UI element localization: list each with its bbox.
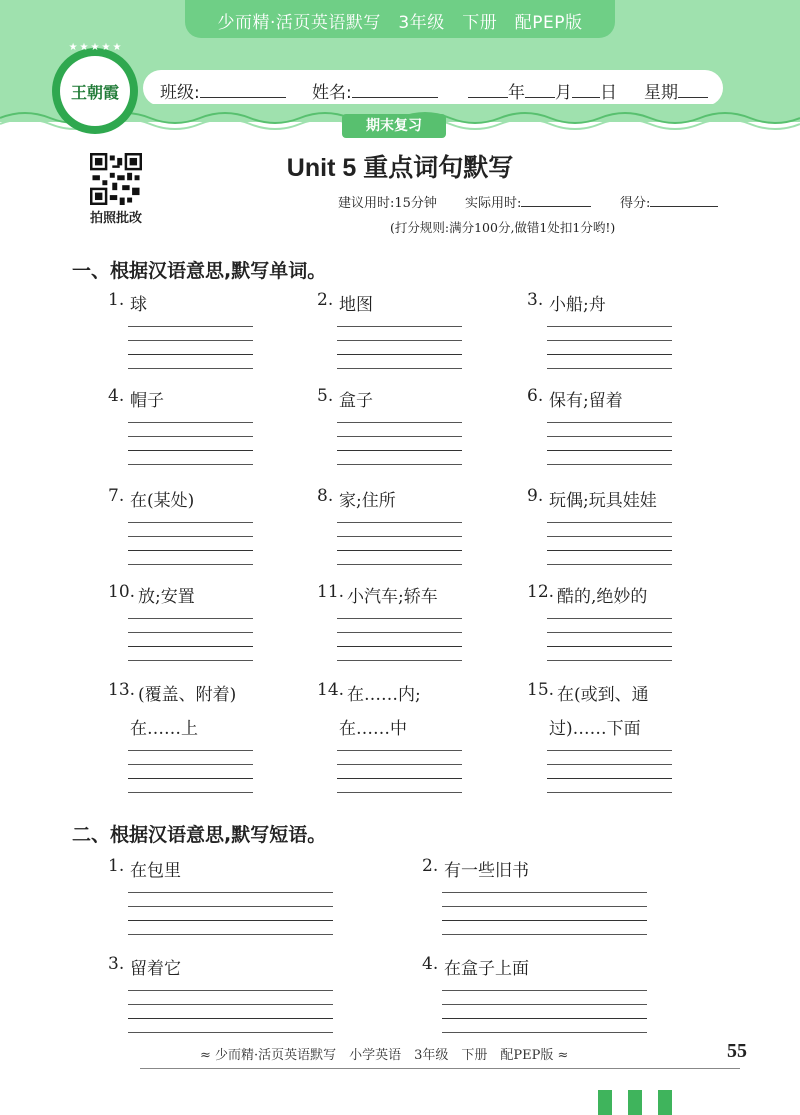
- writing-line[interactable]: [128, 660, 253, 661]
- word-question: 在(或到、通: [557, 685, 649, 705]
- writing-line[interactable]: [442, 906, 647, 907]
- question-number: 1.: [108, 290, 125, 310]
- question-number: 9.: [527, 486, 544, 506]
- writing-line[interactable]: [128, 764, 253, 765]
- date-field[interactable]: [468, 78, 617, 103]
- writing-line[interactable]: [128, 436, 253, 437]
- writing-line[interactable]: [337, 340, 462, 341]
- question-number: 4.: [422, 954, 439, 974]
- writing-line[interactable]: [547, 778, 672, 779]
- writing-line[interactable]: [547, 340, 672, 341]
- writing-line[interactable]: [337, 464, 462, 465]
- writing-line[interactable]: [337, 550, 462, 551]
- writing-line[interactable]: [128, 892, 333, 893]
- phrase-question: 留着它: [130, 959, 181, 979]
- day-blank[interactable]: [572, 81, 600, 98]
- year-blank[interactable]: [468, 81, 508, 98]
- writing-line[interactable]: [337, 764, 462, 765]
- writing-line[interactable]: [337, 536, 462, 537]
- qr-code-icon[interactable]: [90, 153, 142, 205]
- class-field[interactable]: [160, 78, 286, 103]
- word-question: 家;住所: [339, 491, 396, 511]
- decor-bar: [598, 1090, 612, 1115]
- score-label: 得分:: [620, 196, 651, 211]
- writing-line[interactable]: [128, 1004, 333, 1005]
- scoring-rule: (打分规则:满分100分,做错1处扣1分哟!): [390, 220, 616, 235]
- writing-line[interactable]: [128, 750, 253, 751]
- question-number: 10.: [108, 582, 136, 602]
- word-question: 盒子: [339, 391, 373, 411]
- question-number: 2.: [422, 856, 439, 876]
- writing-line[interactable]: [547, 646, 672, 647]
- class-blank[interactable]: [200, 81, 286, 98]
- word-question: 地图: [339, 295, 373, 315]
- writing-line[interactable]: [442, 892, 647, 893]
- score-field[interactable]: [620, 192, 718, 211]
- writing-line[interactable]: [128, 422, 253, 423]
- decor-bar: [658, 1090, 672, 1115]
- word-question: 放;安置: [138, 587, 195, 607]
- suggested-time: 建议用时:15分钟: [338, 196, 437, 211]
- word-question: 小船;舟: [549, 295, 606, 315]
- question-number: 3.: [527, 290, 544, 310]
- word-question-line2: 在……上: [130, 719, 198, 739]
- question-number: 4.: [108, 386, 125, 406]
- weekday-field[interactable]: [644, 78, 708, 103]
- writing-line[interactable]: [547, 368, 672, 369]
- writing-line[interactable]: [547, 792, 672, 793]
- weekday-blank[interactable]: [678, 81, 708, 98]
- writing-line[interactable]: [547, 764, 672, 765]
- question-number: 8.: [317, 486, 334, 506]
- actual-time-field[interactable]: [465, 192, 591, 211]
- word-question-line2: 在……中: [339, 719, 407, 739]
- writing-line[interactable]: [337, 422, 462, 423]
- writing-line[interactable]: [128, 906, 333, 907]
- brand-logo-text: 王朝霞: [70, 83, 119, 102]
- brand-logo-inner: [60, 56, 130, 126]
- writing-line[interactable]: [547, 436, 672, 437]
- name-field[interactable]: [312, 78, 438, 103]
- writing-line[interactable]: [128, 990, 333, 991]
- writing-line[interactable]: [547, 536, 672, 537]
- writing-line[interactable]: [128, 618, 253, 619]
- writing-line[interactable]: [547, 550, 672, 551]
- writing-line[interactable]: [442, 1018, 647, 1019]
- word-question: 球: [130, 295, 147, 315]
- writing-line[interactable]: [128, 632, 253, 633]
- writing-line[interactable]: [128, 1018, 333, 1019]
- writing-line[interactable]: [128, 326, 253, 327]
- question-number: 6.: [527, 386, 544, 406]
- writing-line[interactable]: [337, 632, 462, 633]
- review-tag: 期末复习: [342, 114, 446, 138]
- writing-line[interactable]: [547, 618, 672, 619]
- writing-line[interactable]: [337, 750, 462, 751]
- writing-line[interactable]: [547, 660, 672, 661]
- decor-bar: [628, 1090, 642, 1115]
- writing-line[interactable]: [547, 750, 672, 751]
- page-title: Unit 5 重点词句默写: [286, 154, 514, 182]
- question-number: 11.: [317, 582, 345, 602]
- writing-line[interactable]: [547, 326, 672, 327]
- year-label: 年: [508, 83, 525, 103]
- writing-line[interactable]: [337, 792, 462, 793]
- writing-line[interactable]: [547, 632, 672, 633]
- writing-line[interactable]: [442, 990, 647, 991]
- score-blank[interactable]: [650, 194, 718, 207]
- word-question: 酷的,绝妙的: [557, 587, 648, 607]
- phrase-question: 在包里: [130, 861, 181, 881]
- word-question: (覆盖、附着): [138, 685, 237, 705]
- writing-line[interactable]: [128, 646, 253, 647]
- actual-time-blank[interactable]: [521, 194, 591, 207]
- class-label: 班级:: [160, 83, 200, 103]
- question-number: 2.: [317, 290, 334, 310]
- word-question: 在(某处): [130, 491, 195, 511]
- writing-line[interactable]: [337, 618, 462, 619]
- writing-line[interactable]: [442, 1004, 647, 1005]
- qr-label: 拍照批改: [89, 211, 142, 226]
- writing-line[interactable]: [337, 368, 462, 369]
- writing-line[interactable]: [128, 778, 253, 779]
- logo-stars-icon: ★★★★★: [68, 42, 124, 53]
- writing-line[interactable]: [128, 368, 253, 369]
- question-number: 15.: [527, 680, 555, 700]
- name-label: 姓名:: [312, 83, 352, 103]
- writing-line[interactable]: [337, 450, 462, 451]
- question-number: 13.: [108, 680, 136, 700]
- writing-line[interactable]: [337, 778, 462, 779]
- writing-line[interactable]: [442, 920, 647, 921]
- writing-line[interactable]: [547, 564, 672, 565]
- word-question: 玩偶;玩具娃娃: [549, 491, 657, 511]
- writing-line[interactable]: [128, 464, 253, 465]
- question-number: 5.: [317, 386, 334, 406]
- writing-line[interactable]: [128, 522, 253, 523]
- phrase-question: 在盒子上面: [444, 959, 529, 979]
- footer-text: ≈ 少而精·活页英语默写 小学英语 3年级 下册 配PEP版 ≈: [200, 1048, 569, 1063]
- writing-line[interactable]: [547, 464, 672, 465]
- series-title: 少而精·活页英语默写 3年级 下册 配PEP版: [217, 13, 583, 33]
- writing-line[interactable]: [128, 340, 253, 341]
- writing-line[interactable]: [442, 934, 647, 935]
- word-question: 保有;留着: [549, 391, 623, 411]
- writing-line[interactable]: [547, 522, 672, 523]
- section-2-heading: 二、根据汉语意思,默写短语。: [72, 824, 327, 846]
- question-number: 12.: [527, 582, 555, 602]
- writing-line[interactable]: [547, 450, 672, 451]
- weekday-label: 星期: [644, 83, 678, 103]
- writing-line[interactable]: [337, 660, 462, 661]
- writing-line[interactable]: [337, 522, 462, 523]
- page-number: 55: [727, 1040, 747, 1062]
- question-number: 7.: [108, 486, 125, 506]
- writing-line[interactable]: [128, 450, 253, 451]
- phrase-question: 有一些旧书: [444, 861, 529, 881]
- writing-line[interactable]: [128, 550, 253, 551]
- word-question: 在……内;: [347, 685, 421, 705]
- writing-line[interactable]: [547, 422, 672, 423]
- writing-line[interactable]: [128, 536, 253, 537]
- writing-line[interactable]: [337, 436, 462, 437]
- day-label: 日: [600, 83, 617, 103]
- actual-time-label: 实际用时:: [465, 196, 522, 211]
- word-question: 小汽车;轿车: [347, 587, 438, 607]
- writing-line[interactable]: [128, 792, 253, 793]
- writing-line[interactable]: [442, 1032, 647, 1033]
- writing-line[interactable]: [128, 934, 333, 935]
- word-question-line2: 过)……下面: [549, 719, 641, 739]
- month-blank[interactable]: [525, 81, 555, 98]
- footer-rule: [140, 1068, 740, 1069]
- question-number: 14.: [317, 680, 345, 700]
- writing-line[interactable]: [337, 564, 462, 565]
- writing-line[interactable]: [337, 354, 462, 355]
- writing-line[interactable]: [128, 564, 253, 565]
- question-number: 1.: [108, 856, 125, 876]
- section-1-heading: 一、根据汉语意思,默写单词。: [72, 260, 327, 282]
- writing-line[interactable]: [128, 920, 333, 921]
- question-number: 3.: [108, 954, 125, 974]
- name-blank[interactable]: [352, 81, 438, 98]
- month-label: 月: [555, 83, 572, 103]
- brand-logo: [52, 48, 138, 134]
- writing-line[interactable]: [128, 1032, 333, 1033]
- writing-line[interactable]: [547, 354, 672, 355]
- word-question: 帽子: [130, 391, 164, 411]
- writing-line[interactable]: [337, 646, 462, 647]
- writing-line[interactable]: [337, 326, 462, 327]
- writing-line[interactable]: [128, 354, 253, 355]
